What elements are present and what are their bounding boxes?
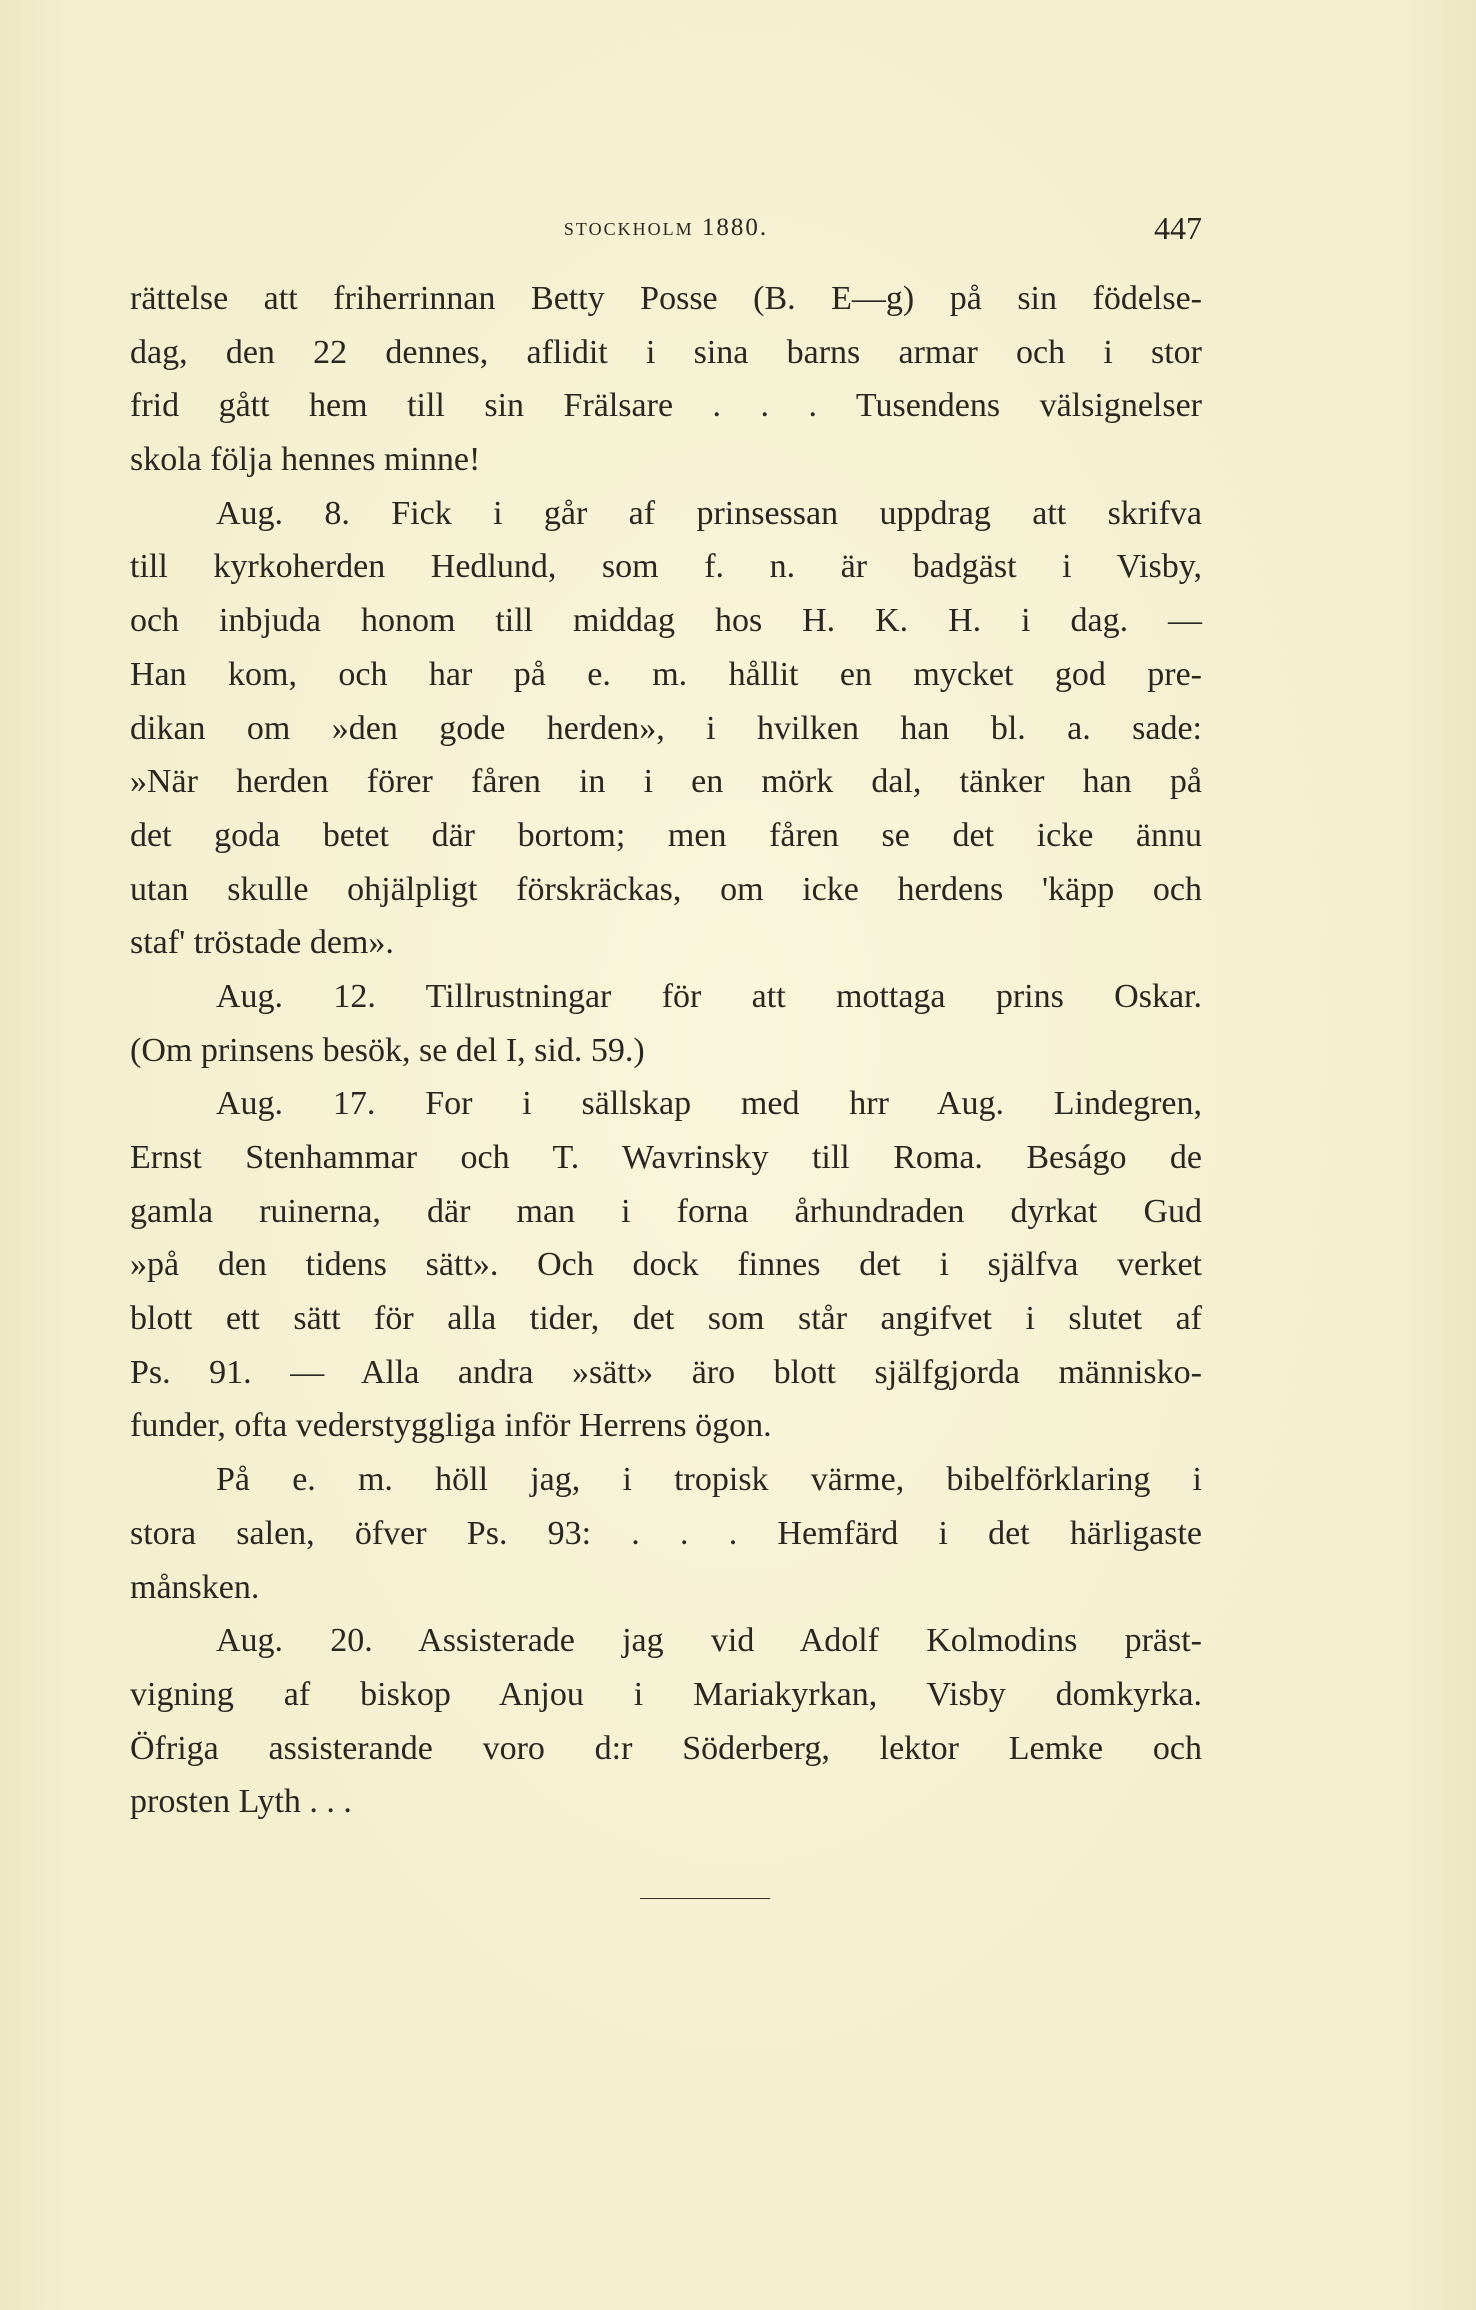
text-line: På e. m. höll jag, i tropisk värme, bibelförklaring i: [216, 1461, 1202, 1499]
text-line: det goda betet där bortom; men fåren se det icke ännu: [130, 816, 1202, 854]
text-line: Aug. 20. Assisterade jag vid Adolf Kolmodins präst-: [216, 1622, 1202, 1660]
text-line: Aug. 8. Fick i går af prinsessan uppdrag att skrifva: [216, 494, 1202, 532]
running-title: stockholm 1880.: [563, 214, 769, 241]
text-line: utan skulle ohjälpligt förskräckas, om icke herdens 'käpp och: [130, 870, 1202, 908]
text-line: Ps. 91. — Alla andra »sätt» äro blott själfgjorda människo-: [130, 1353, 1202, 1391]
text-line: till kyrkoherden Hedlund, som f. n. är badgäst i Visby,: [130, 548, 1202, 586]
text-line: och inbjuda honom till middag hos H. K. H. i dag. —: [130, 602, 1202, 640]
text-line: Aug. 12. Tillrustningar för att mottaga prins Oskar.: [216, 977, 1202, 1015]
page-header: [130, 210, 1202, 250]
text-line: funder, ofta vederstyggliga inför Herrens ögon.: [130, 1407, 772, 1445]
text-line: »på den tidens sätt». Och dock finnes det i själfva verket: [130, 1246, 1202, 1284]
text-line: stora salen, öfver Ps. 93: . . . Hemfärd i det härligaste: [130, 1514, 1202, 1552]
text-line: månsken.: [130, 1568, 260, 1606]
text-line: vigning af biskop Anjou i Mariakyrkan, Visby domkyrka.: [130, 1675, 1202, 1713]
text-line: blott ett sätt för alla tider, det som står angifvet i slutet af: [130, 1300, 1202, 1338]
text-line: Öfriga assisterande voro d:r Söderberg, lektor Lemke och: [130, 1729, 1202, 1767]
text-line: Han kom, och har på e. m. hållit en mycket god pre-: [130, 655, 1202, 693]
text-line: rättelse att friherrinnan Betty Posse (B. E—g) på sin födelse-: [130, 280, 1202, 317]
text-line: gamla ruinerna, där man i forna århundraden dyrkat Gud: [130, 1192, 1202, 1230]
page-number: 447: [1154, 210, 1202, 246]
text-line: Ernst Stenhammar och T. Wavrinsky till Roma. Beságo de: [130, 1139, 1202, 1176]
text-line: dikan om »den gode herden», i hvilken han bl. a. sade:: [130, 709, 1202, 747]
text-line: »När herden förer fåren in i en mörk dal, tänker han på: [130, 763, 1202, 801]
text-line: dag, den 22 dennes, aflidit i sina barns armar och i stor: [130, 333, 1202, 371]
text-line: skola följa hennes minne!: [130, 441, 481, 479]
text-line: (Om prinsens besök, se del I, sid. 59.): [130, 1031, 645, 1069]
text-line: staf' tröstade dem».: [130, 924, 394, 962]
text-line: prosten Lyth . . .: [130, 1783, 352, 1821]
body-text: [130, 272, 1202, 1829]
section-divider: [640, 1898, 770, 1899]
text-line: frid gått hem till sin Frälsare . . . Tusendens välsignelser: [130, 387, 1202, 425]
text-line: Aug. 17. For i sällskap med hrr Aug. Lindegren,: [216, 1085, 1202, 1123]
